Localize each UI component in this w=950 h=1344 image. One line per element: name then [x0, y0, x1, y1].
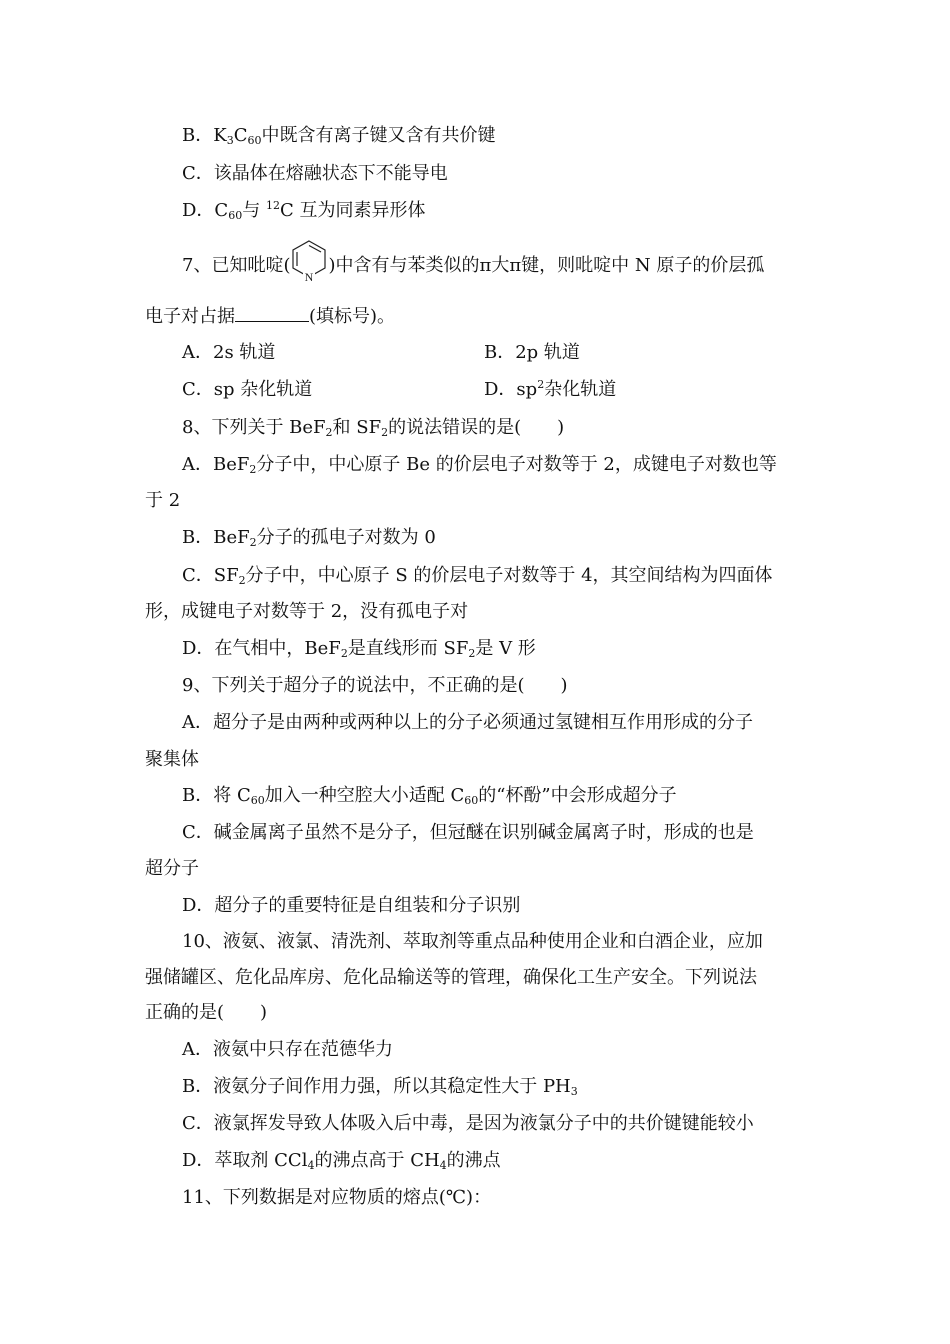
q10-option-c: C．液氯挥发导致人体吸入后中毒，是因为液氯分子中的共价键键能较小 — [182, 1113, 754, 1134]
q8-option-b: B．BeF$_2$分子的孤电子对数为 0 — [182, 527, 436, 549]
q10-option-d: D．萃取剂 CCl$_4$的沸点高于 $CH_4$的沸点 — [182, 1150, 501, 1172]
q7-option-d: D．$sp^2$杂化轨道 — [484, 378, 617, 400]
q10-option-a: A．液氨中只存在范德华力 — [182, 1039, 393, 1060]
q10-stem-line3: 正确的是( ) — [145, 1002, 268, 1023]
q9-option-a: A．超分子是由两种或两种以上的分子必须通过氢键相互作用形成的分子 — [182, 712, 753, 733]
q6-option-c: C．该晶体在熔融状态下不能导电 — [182, 163, 448, 184]
pyridine-n-label: N — [305, 270, 314, 284]
q9-option-d: D．超分子的重要特征是自组装和分子识别 — [182, 895, 521, 916]
q7-option-a: A．2s 轨道 — [182, 342, 276, 363]
q6-option-d: D．$C_{60}$与 $^{12}$C 互为同素异形体 — [182, 199, 426, 222]
q11-stem: 11、下列数据是对应物质的熔点(℃)： — [182, 1187, 492, 1208]
q9-option-c-cont: 超分子 — [145, 858, 199, 879]
q8-option-c: C．$SF_2$分子中，中心原子 S 的价层电子对数等于 4，其空间结构为四面体 — [182, 565, 773, 587]
q6-option-b: B．$K_3C_{60}$中既含有离子键又含有共价键 — [182, 125, 496, 147]
q7-option-c: C．sp 杂化轨道 — [182, 379, 313, 400]
q7-option-b: B．2p 轨道 — [484, 342, 580, 363]
q10-stem-line2: 强储罐区、危化品库房、危化品输送等的管理，确保化工生产安全。下列说法 — [145, 967, 757, 988]
q8-option-d: D．在气相中，BeF$_2$是直线形而 $SF_2$是 V 形 — [182, 638, 536, 660]
pyridine-structure-icon — [290, 238, 328, 284]
q7-stem-line2: 电子对占据 (填标号)。 — [145, 306, 396, 327]
q9-option-a-cont: 聚集体 — [145, 749, 199, 770]
q9-option-c: C．碱金属离子虽然不是分子，但冠醚在识别碱金属离子时，形成的也是 — [182, 822, 754, 843]
q8-option-c-cont: 形，成键电子对数等于 2，没有孤电子对 — [145, 601, 469, 622]
q10-stem: 10、液氨、液氯、清洗剂、萃取剂等重点品种使用企业和白酒企业，应加 — [182, 931, 763, 952]
q10-option-b: B．液氨分子间作用力强，所以其稳定性大于 $PH_3$ — [182, 1076, 578, 1098]
q8-option-a-cont: 于 2 — [145, 490, 181, 511]
q8-stem: 8、下列关于 BeF$_2$和 $SF_2$的说法错误的是( ) — [182, 417, 565, 439]
q7-stem: 7、已知吡啶( N )中含有与苯类似的π大π键，则吡啶中 N 原子的价层孤 — [182, 254, 764, 278]
q8-option-a: A．BeF$_2$分子中，中心原子 Be 的价层电子对数等于 2，成键电子对数也等 — [182, 454, 777, 476]
q9-option-b: B．将 $C_{60}$加入一种空腔大小适配 $C_{60}$的“杯酚”中会形成超分子 — [182, 785, 677, 807]
q9-stem: 9、下列关于超分子的说法中，不正确的是( ) — [182, 675, 568, 696]
answer-blank — [235, 305, 309, 322]
